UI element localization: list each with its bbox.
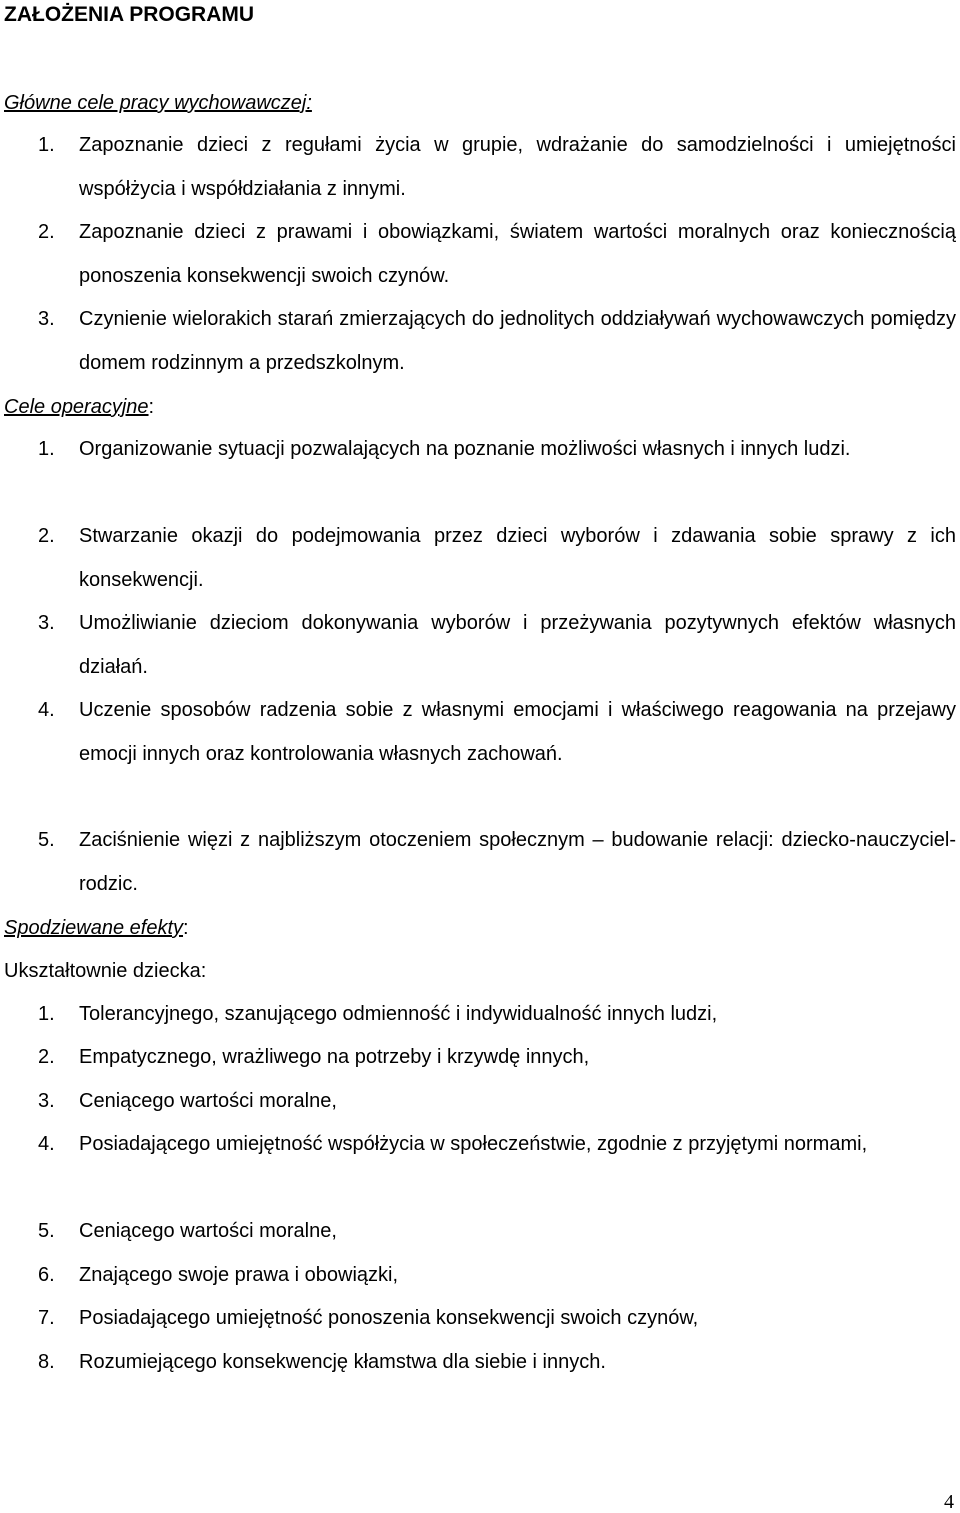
list-item-number: 2.: [38, 525, 55, 547]
effects-list-item-5: [38, 1210, 956, 1254]
heading-colon: :: [183, 917, 189, 939]
list-item-text: Uczenie sposobów radzenia sobie z własnymi emocjami i właściwego reagowania na przejawy emocji innych oraz kontrolowania własnych zachowań.: [79, 699, 956, 765]
list-item-text: Posiadającego umiejętność ponoszenia konsekwencji swoich czynów,: [79, 1307, 699, 1329]
list-item-text: Organizowanie sytuacji pozwalających na poznanie możliwości własnych i innych ludzi.: [79, 438, 851, 460]
effects-list-item-1: [38, 993, 956, 1037]
list-item-number: 5.: [38, 829, 55, 851]
list-item-text: Zapoznanie dzieci z regułami życia w grupie, wdrażanie do samodzielności i umiejętności współżycia i współdziałania z innymi.: [79, 134, 956, 200]
list-item-number: 1.: [38, 134, 55, 156]
operational-heading: [4, 395, 154, 419]
list-item-number: 3.: [38, 308, 55, 330]
list-item-text: Ceniącego wartości moralne,: [79, 1090, 337, 1112]
list-item-number: 2.: [38, 221, 55, 243]
list-item-text: Posiadającego umiejętność współżycia w społeczeństwie, zgodnie z przyjętymi normami,: [79, 1133, 868, 1155]
goals-list-item-2: [38, 211, 956, 298]
list-item-number: 4.: [38, 1133, 55, 1155]
effects-heading: [4, 916, 189, 940]
goals-heading: [4, 91, 312, 115]
operational-heading-text: Cele operacyjne: [4, 396, 149, 418]
list-item-text: Stwarzanie okazji do podejmowania przez dzieci wyborów i zdawania sobie sprawy z ich konsekwencji.: [79, 525, 956, 591]
list-item-text: Zapoznanie dzieci z prawami i obowiązkami, światem wartości moralnych oraz koniecznością ponoszenia konsekwencji swoich czynów.: [79, 221, 956, 287]
effects-list-item-8: [38, 1341, 956, 1385]
heading-colon: :: [148, 396, 155, 418]
operational-list-item-1: [38, 428, 956, 472]
list-item-text: Rozumiejącego konsekwencję kłamstwa dla siebie i innych.: [79, 1351, 606, 1373]
effects-list-item-7: [38, 1297, 956, 1341]
page-number: 4: [944, 1491, 954, 1513]
operational-list-item-4: [38, 689, 956, 776]
list-item-text: Ceniącego wartości moralne,: [79, 1220, 337, 1242]
list-item-number: 8.: [38, 1351, 55, 1373]
list-item-number: 2.: [38, 1046, 55, 1068]
effects-list-item-4: [38, 1123, 956, 1167]
list-item-text: Czynienie wielorakich starań zmierzających do jednolitych oddziaływań wychowawczych pomiędzy domem rodzinnym a przedszkolnym.: [79, 308, 956, 374]
effects-subheading: Ukształtownie dziecka:: [4, 960, 207, 982]
list-item-text: Zaciśnienie więzi z najbliższym otoczeniem społecznym – budowanie relacji: dziecko-nauczyciel-rodzic.: [79, 829, 956, 895]
operational-list-item-2: [38, 515, 956, 602]
list-item-text: Znającego swoje prawa i obowiązki,: [79, 1264, 399, 1286]
list-item-text: Empatycznego, wrażliwego na potrzeby i krzywdę innych,: [79, 1046, 590, 1068]
list-item-number: 1.: [38, 438, 55, 460]
list-item-number: 7.: [38, 1307, 55, 1329]
effects-list-item-6: [38, 1254, 956, 1298]
list-item-number: 1.: [38, 1003, 55, 1025]
list-item-number: 6.: [38, 1264, 55, 1286]
list-item-number: 3.: [38, 612, 55, 634]
list-item-text: Umożliwianie dzieciom dokonywania wyborów i przeżywania pozytywnych efektów własnych działań.: [79, 612, 956, 678]
effects-list-item-2: [38, 1036, 956, 1080]
list-item-number: 4.: [38, 699, 55, 721]
goals-heading-text: Główne cele pracy wychowawczej:: [4, 92, 312, 114]
operational-list-item-5: [38, 819, 956, 906]
effects-heading-text: Spodziewane efekty: [4, 917, 184, 939]
list-item-number: 5.: [38, 1220, 55, 1242]
document-title: ZAŁOŻENIA PROGRAMU: [4, 3, 255, 26]
goals-list-item-3: [38, 298, 956, 385]
list-item-text: Tolerancyjnego, szanującego odmienność i indywidualność innych ludzi,: [79, 1003, 718, 1025]
effects-list-item-3: [38, 1080, 956, 1124]
list-item-number: 3.: [38, 1090, 55, 1112]
goals-list-item-1: [38, 124, 956, 211]
operational-list-item-3: [38, 602, 956, 689]
